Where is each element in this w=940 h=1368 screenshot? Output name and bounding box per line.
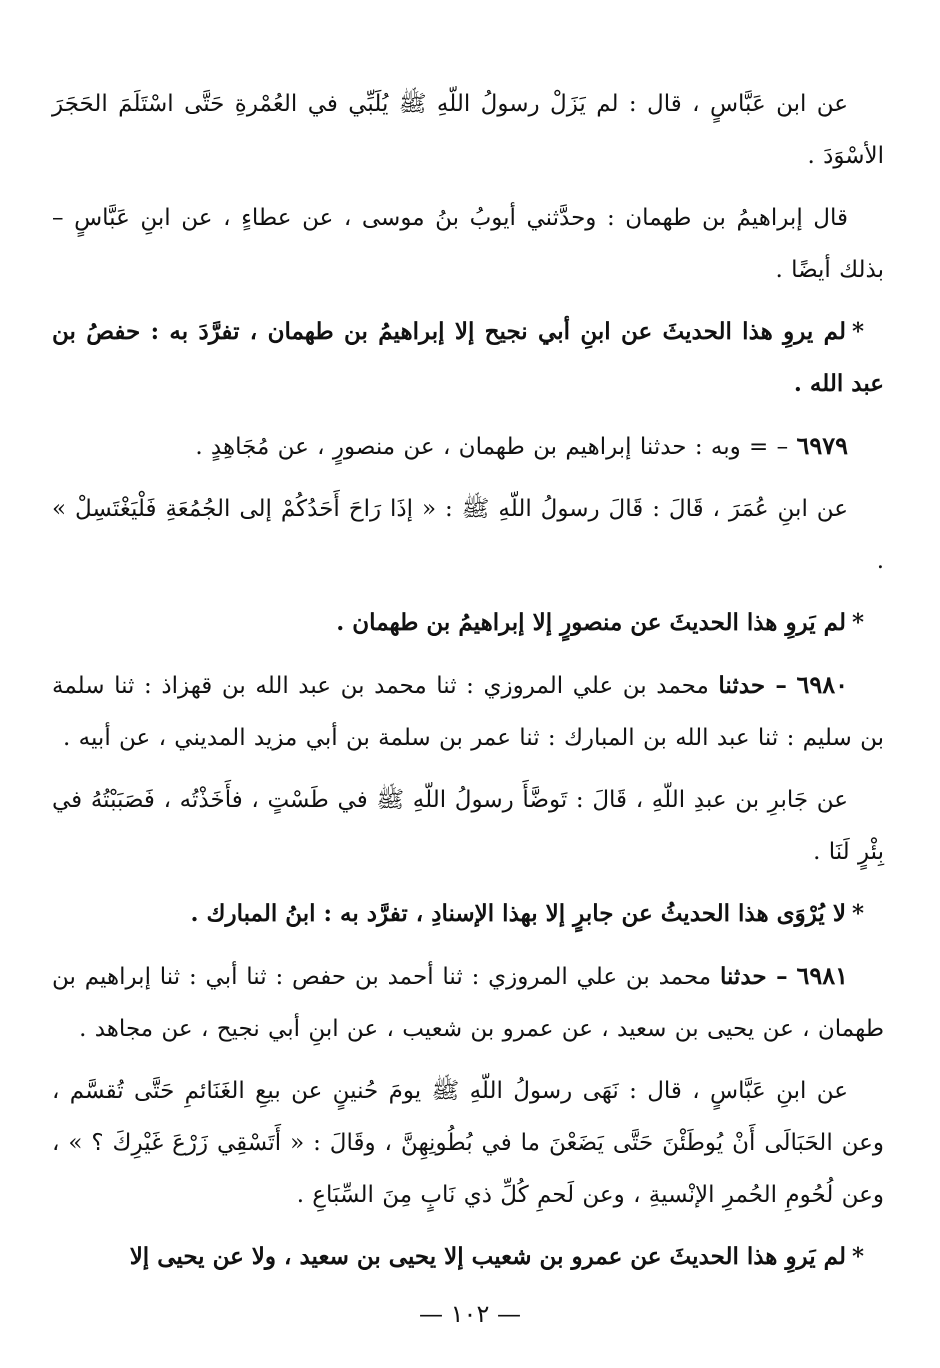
hadith-entry — [52, 659, 884, 764]
commentary-note — [52, 597, 884, 649]
paragraph-chain-note — [52, 192, 884, 296]
paragraph-hadith-text — [52, 483, 884, 587]
asterisk-icon: * — [851, 1243, 864, 1270]
hadith-lead: – حدثنا — [719, 963, 788, 990]
text: لم يَروِ هذا الحديثَ عن عمرو بن شعيب إلا يحيى بن سعيد ، ولا عن يحيى إلا — [129, 1243, 846, 1270]
text: عن ابنِ عَبَّاسٍ ، قال : نَهَى رسولُ اللّهِ ﷺ يومَ حُنينٍ عن بيعِ الغَنَائمِ حَتَّى تُقسَّم ، وعن الحَبَالَى أَنْ يُوطَئْنَ حَتَّى يَضَعْنَ ما في بُطُونِهِنَّ ، وقَالَ : « أَتَسْقِي زَرْعَ غَيْرِكَ ؟ » ، وعن لُحُومِ الحُمرِ الإنْسيةِ ، وعن لَحمِ كُلِّ ذي نَابٍ مِنَ السِّبَاعِ . — [52, 1078, 884, 1208]
hadith-number: ٦٩٧٩ — [796, 431, 848, 460]
hadith-lead: – حدثنا — [718, 672, 787, 699]
text: لم يَروِ هذا الحديثَ عن منصورٍ إلا إبراهيمُ بن طهمان . — [336, 609, 846, 636]
asterisk-icon: * — [851, 609, 864, 636]
paragraph-hadith-text — [52, 78, 884, 182]
paragraph-hadith-text — [52, 1065, 884, 1221]
hadith-chain: محمد بن علي المروزي : ثنا أحمد بن حفص : ثنا أبي : ثنا إبراهيم بن طهمان ، عن يحيى بن سعيد ، عن عمرو بن شعيب ، عن ابنِ أبي نجيح ، عن مجاهد . — [52, 964, 884, 1042]
page-body — [52, 78, 884, 1298]
text: عن ابن عَبَّاسٍ ، قال : لم يَزَلْ رسولُ اللّهِ ﷺ يُلَبِّي في العُمْرةِ حَتَّى اسْتَلَمَ الحَجَرَ الأسْوَدَ . — [52, 91, 884, 169]
hadith-entry — [52, 950, 884, 1055]
commentary-note — [52, 1231, 884, 1283]
text: لم يروِ هذا الحديثَ عن ابنِ أبي نجيح إلا إبراهيمُ بن طهمان ، تفرَّدَ به : حفصُ بن عبد الله . — [52, 318, 884, 397]
hadith-number: ٦٩٨٠ — [796, 670, 849, 699]
hadith-chain: – = وبه : حدثنا إبراهيم بن طهمان ، عن منصورٍ ، عن مُجَاهِدٍ . — [195, 434, 789, 460]
text: عن ابنِ عُمَرَ ، قَالَ : قَالَ رسولُ اللّهِ ﷺ : « إذَا رَاحَ أَحَدُكُمْ إلى الجُمُعَةِ فَلْيَغْتَسِلْ » . — [52, 496, 884, 574]
commentary-note — [52, 306, 884, 410]
text: قال إبراهيمُ بن طهمان : وحدَّثني أيوبُ بنُ موسى ، عن عطاءٍ ، عن ابنِ عَبَّاسٍ – بذلك أيضًا . — [52, 205, 884, 283]
text: عن جَابرِ بن عبدِ اللّهِ ، قَالَ : تَوضَّأَ رسولُ اللّهِ ﷺ في طَسْتٍ ، فأَخَذْتُه ، فَصَبَبْتُهُ في بِئْرٍ لَنَا . — [52, 787, 884, 865]
asterisk-icon: * — [851, 900, 864, 927]
page-number: — ١٠٢ — — [419, 1300, 521, 1328]
paragraph-hadith-text — [52, 774, 884, 878]
hadith-entry — [52, 420, 884, 473]
commentary-note — [52, 888, 884, 940]
hadith-number: ٦٩٨١ — [796, 961, 849, 990]
hadith-chain: محمد بن علي المروزي : ثنا محمد بن عبد الله بن قهزاذ : ثنا سلمة بن سليم : ثنا عبد الله بن المبارك : ثنا عمر بن سلمة بن أبي مزيد المديني ، عن أبيه . — [52, 673, 884, 751]
asterisk-icon: * — [851, 318, 864, 345]
text: لا يُرْوَى هذا الحديثُ عن جابرٍ إلا بهذا الإسنادِ ، تفرَّد به : ابنُ المبارك . — [190, 900, 846, 927]
